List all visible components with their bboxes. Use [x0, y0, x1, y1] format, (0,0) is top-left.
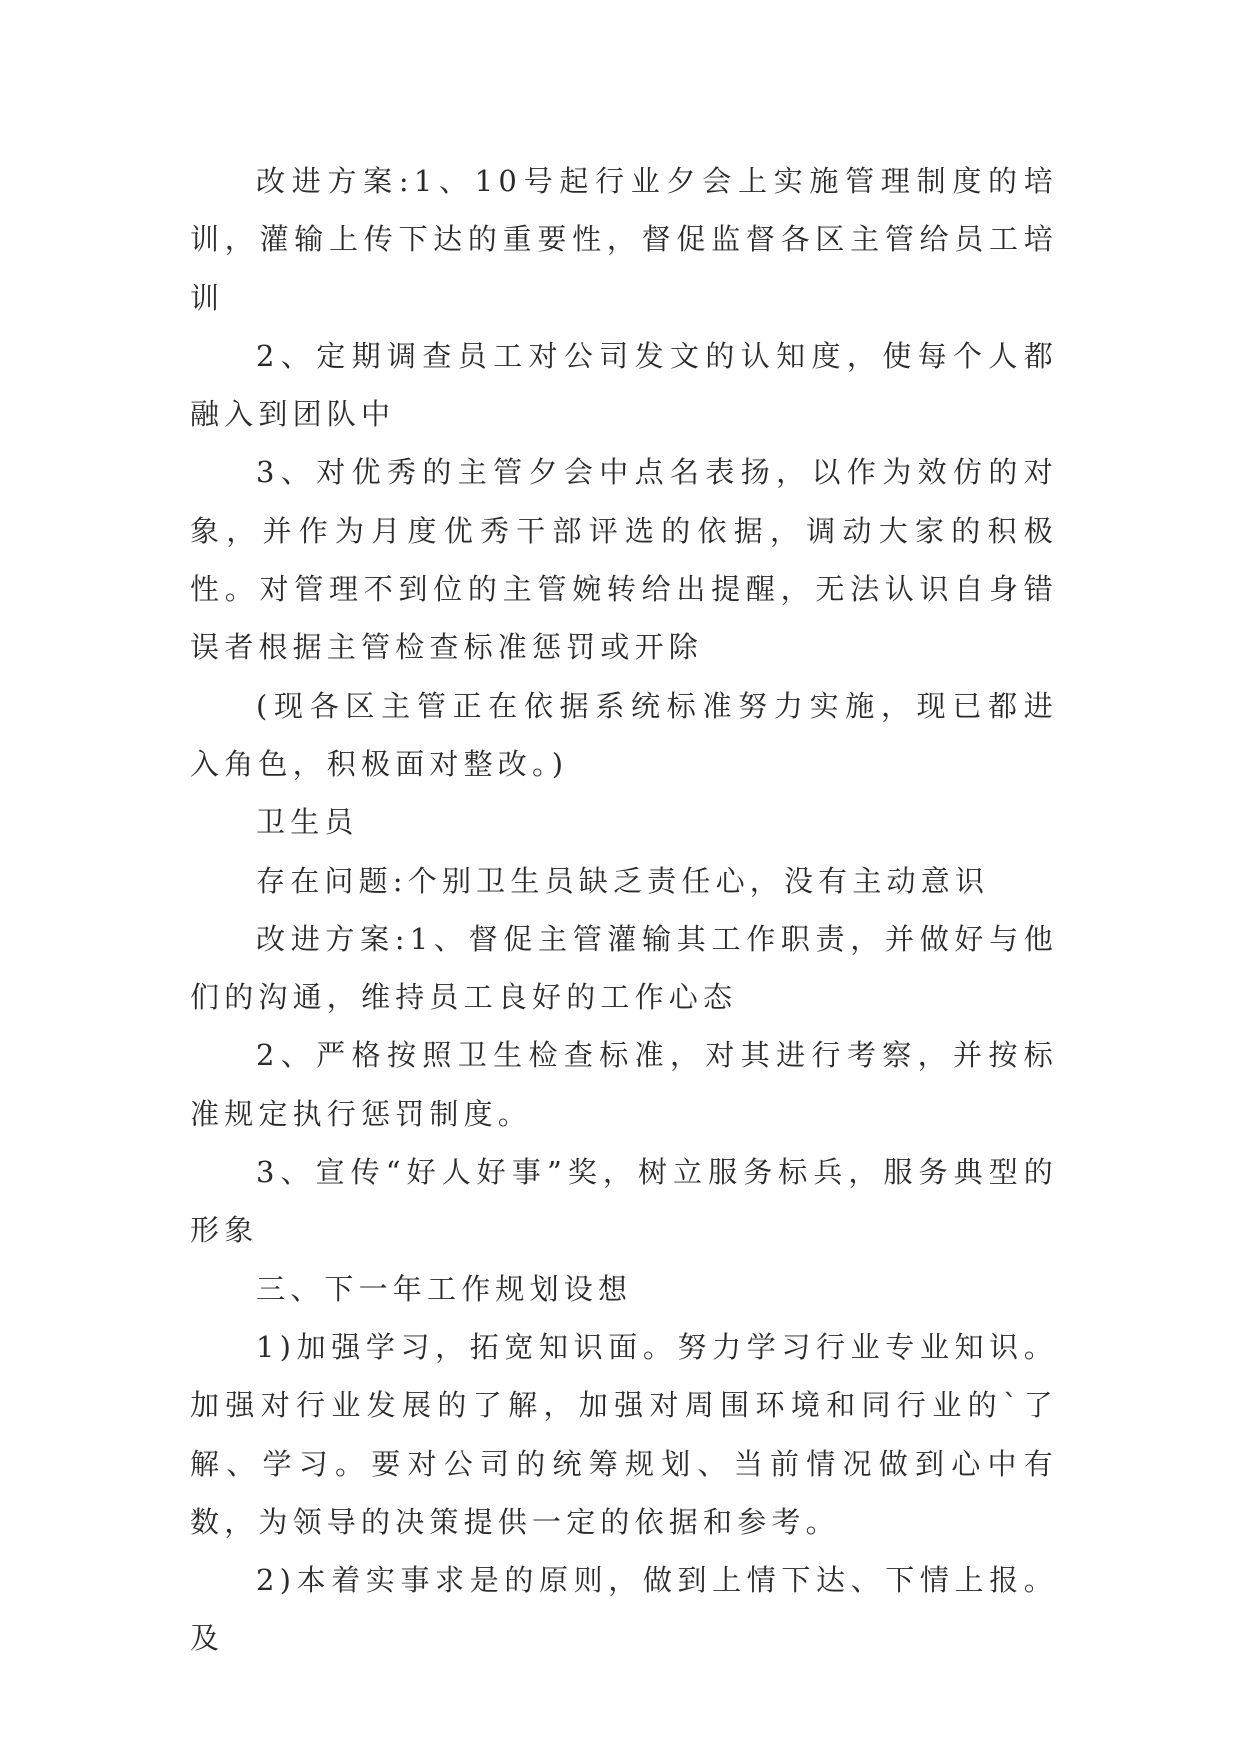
paragraph-seek-truth: 2)本着实事求是的原则，做到上情下达、下情上报。及 — [190, 1563, 1058, 1656]
paragraph-good-deeds-award: 3、宣传“好人好事”奖，树立服务标兵，服务典型的形象 — [190, 1155, 1058, 1248]
paragraph-improvement-plan-1: 改进方案:1、10号起行业夕会上实施管理制度的培训，灌输上传下达的重要性，督促监督各区主管给员工培训 — [190, 164, 1058, 315]
paragraph-praise-supervisors: 3、对优秀的主管夕会中点名表扬，以作为效仿的对象，并作为月度优秀干部评选的依据，调动大家的积极性。对管理不到位的主管婉转给出提醒，无法认识自身错误者根据主管检查标准惩罚或开除 — [190, 455, 1058, 665]
paragraph-improvement-plan-cleaners: 改进方案:1、督促主管灌输其工作职责，并做好与他们的沟通，维持员工良好的工作心态 — [190, 921, 1058, 1015]
paragraph-inspection-standard: 2、严格按照卫生检查标准，对其进行考察，并按标准规定执行惩罚制度。 — [190, 1038, 1058, 1131]
paragraph-strengthen-learning: 1)加强学习，拓宽知识面。努力学习行业专业知识。加强对行业发展的了解，加强对周围环境和同行业的`了解、学习。要对公司的统筹规划、当前情况做到心中有数，为领导的决策提供一定的依据和参考。 — [190, 1329, 1058, 1539]
document-body — [190, 152, 1058, 1668]
paragraph-existing-problem: 存在问题:个别卫生员缺乏责任心，没有主动意识 — [256, 863, 990, 898]
section-heading-next-year-plan: 三、下一年工作规划设想 — [256, 1271, 633, 1306]
paragraph-survey-awareness: 2、定期调查员工对公司发文的认知度，使每个人都融入到团队中 — [190, 338, 1058, 432]
paragraph-current-status: (现各区主管正在依据系统标准努力实施，现已都进入角色，积极面对整改。) — [190, 688, 1058, 781]
paragraph-heading-cleaners: 卫生员 — [256, 805, 359, 840]
